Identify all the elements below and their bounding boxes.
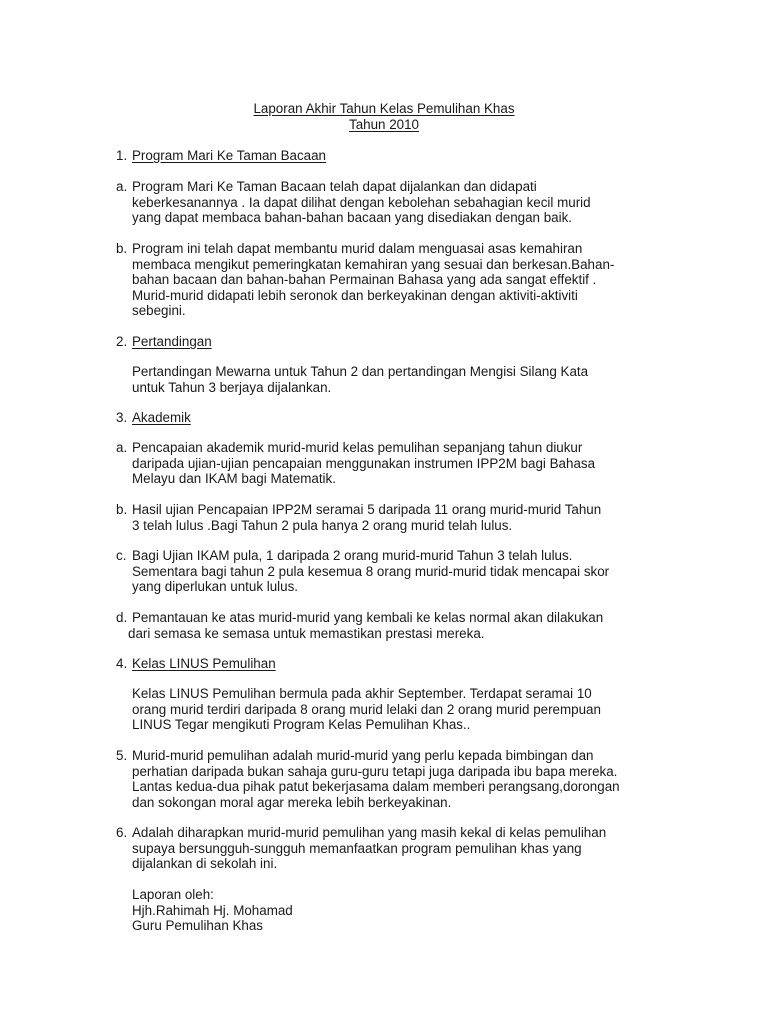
section-3b-paragraph: b. Hasil ujian Pencapaian IPP2M seramai 5 daripada 11 orang murid-murid Tahun 3 telah lulus .Bagi Tahun 2 pula hanya 2 orang murid telah lulus. — [116, 502, 602, 533]
section-3c-paragraph: c. Bagi Ujian IKAM pula, 1 daripada 2 orang murid-murid Tahun 3 telah lulus. Sementara bagi tahun 2 pula kesemua 8 orang murid-murid tidak mencapai skor yang diperlukan untuk lulus. — [116, 548, 610, 595]
section-3-heading: 3. Akademik — [116, 410, 191, 425]
section-4-heading: 4. Kelas LINUS Pemulihan — [116, 656, 276, 671]
section-4-paragraph: Kelas LINUS Pemulihan bermula pada akhir September. Terdapat seramai 10 orang murid terdiri daripada 8 orang murid lelaki dan 2 orang murid perempuan LINUS Tegar mengikuti Program Kelas Pemulihan Khas.. — [132, 686, 601, 733]
section-2-heading: 2. Pertandingan — [116, 334, 212, 349]
section-1b-paragraph: b. Program ini telah dapat membantu murid dalam menguasai asas kemahiran membaca mengikut pemeringkatan kemahiran yang sesuai dan berkesan.Bahan- bahan bacaan dan bahan-bahan Permainan Bahasa yang ada sangat effektif . Murid-murid didapati lebih seronok dan berkeyakinan dengan aktiviti-aktiviti sebegini. — [116, 241, 615, 319]
signoff-name: Hjh.Rahimah Hj. Mohamad — [132, 902, 293, 918]
section-2-paragraph: Pertandingan Mewarna untuk Tahun 2 dan pertandingan Mengisi Silang Kata untuk Tahun 3 berjaya dijalankan. — [132, 364, 589, 395]
section-1a-paragraph: a. Program Mari Ke Taman Bacaan telah dapat dijalankan dan didapati keberkesanannya . Ia dapat dilihat dengan kebolehan sebahagian kecil murid yang dapat membaca bahan-bahan bacaan yang disediakan dengan baik. — [116, 179, 591, 226]
section-5-paragraph: 5. Murid-murid pemulihan adalah murid-murid yang perlu kepada bimbingan dan perhatian daripada bukan sahaja guru-guru tetapi juga daripada ibu bapa mereka. Lantas kedua-dua pihak patut bekerjasama dalam memberi perangsang,dorongan dan sokongan moral agar mereka lebih berkeyakinan. — [116, 748, 620, 810]
section-3d-paragraph: d. Pemantauan ke atas murid-murid yang kembali ke kelas normal akan dilakukan dari semasa ke semasa untuk memastikan prestasi mereka. — [116, 610, 604, 641]
document-year: Tahun 2010 — [349, 117, 419, 132]
signoff-role: Guru Pemulihan Khas — [132, 918, 264, 934]
signoff-label: Laporan oleh: — [132, 887, 214, 902]
section-3a-paragraph: a. Pencapaian akademik murid-murid kelas pemulihan sepanjang tahun diukur daripada ujian-ujian pencapaian menggunakan instrumen IPP2M bagi Bahasa Melayu dan IKAM bagi Matematik. — [116, 440, 596, 487]
document-title: Laporan Akhir Tahun Kelas Pemulihan Khas — [253, 101, 515, 116]
section-6-paragraph: 6. Adalah diharapkan murid-murid pemulihan yang masih kekal di kelas pemulihan supaya bersungguh-sungguh memanfaatkan program pemulihan khas yang dijalankan di sekolah ini. — [116, 825, 607, 872]
signoff-block — [116, 887, 661, 934]
section-1-heading: 1. Program Mari Ke Taman Bacaan — [116, 148, 327, 163]
